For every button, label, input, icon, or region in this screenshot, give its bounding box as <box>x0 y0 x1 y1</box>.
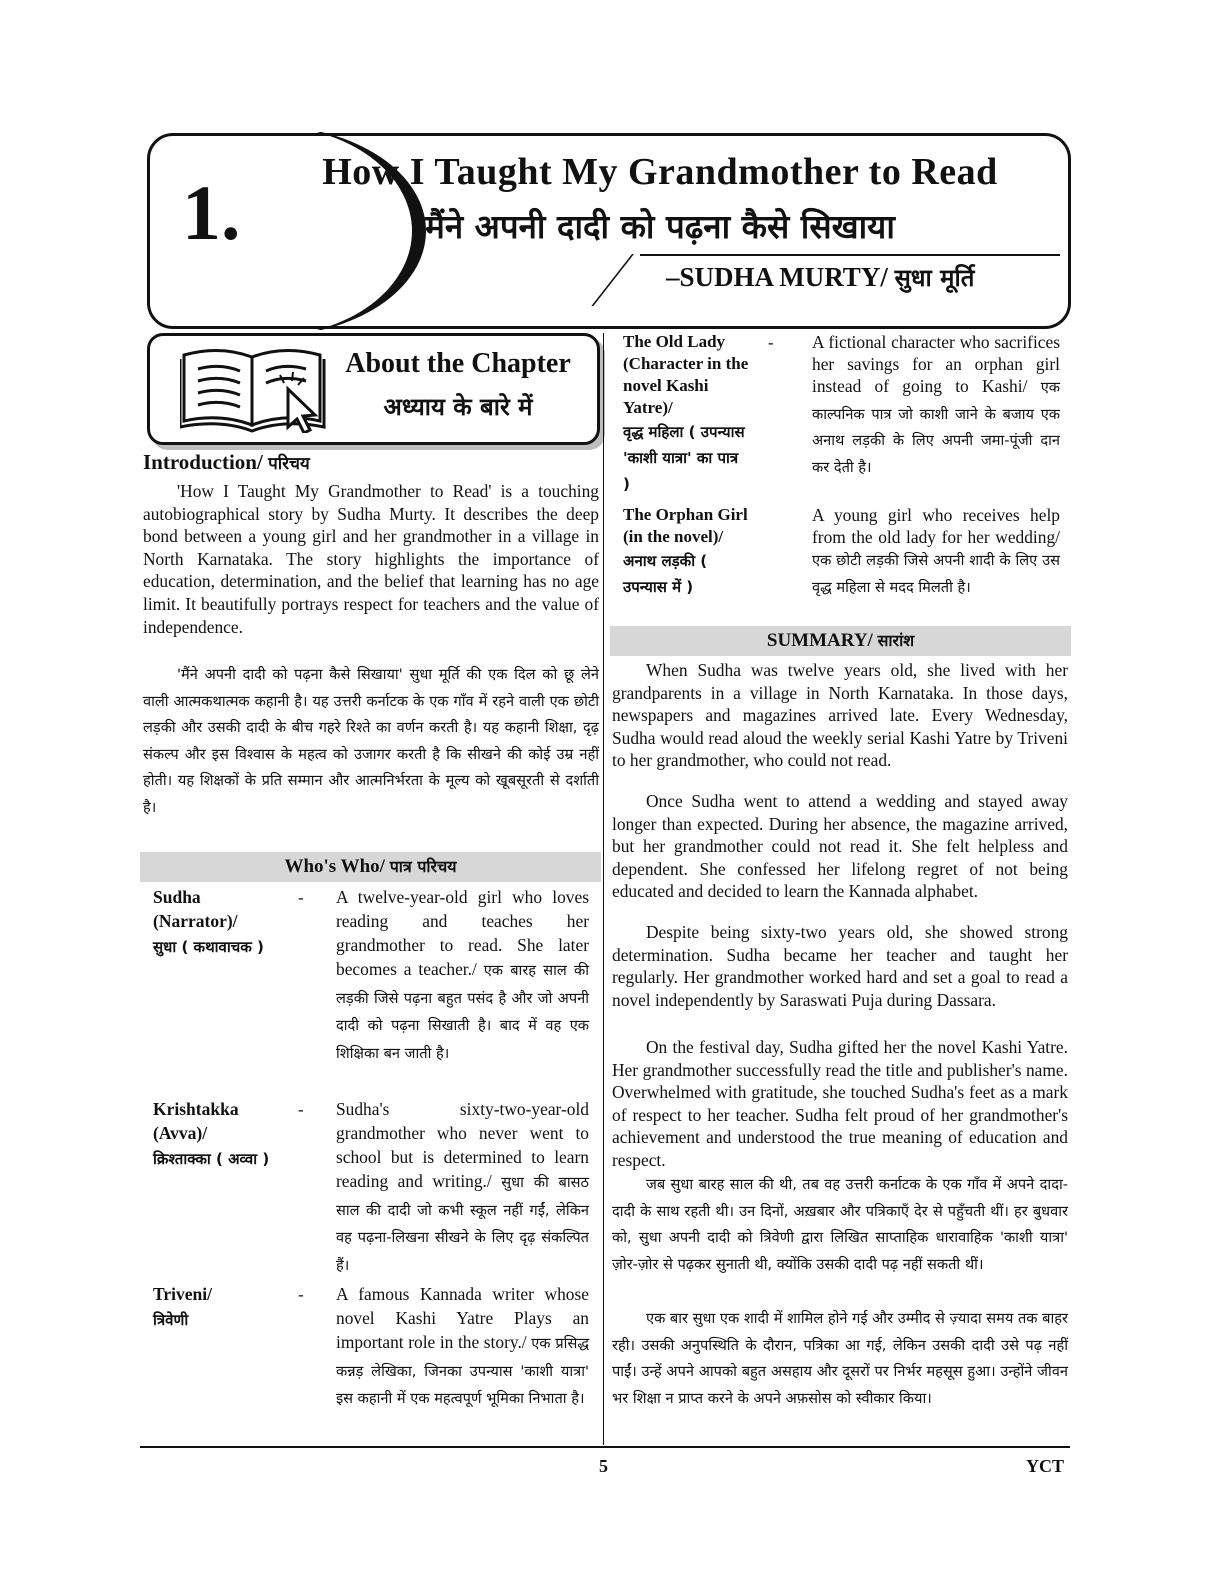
whos-who-heading-en: Who's Who/ <box>284 856 385 877</box>
introduction-heading <box>143 450 310 475</box>
summary-paragraph-hi: जब सुधा बारह साल की थी, तब वह उत्तरी कर्नाटक के एक गाँव में अपने दादा-दादी के साथ रहती थी। उन दिनों, अख़बार और पत्रिकाएँ देर से पहुँचती थीं। हर बुधवार को, सुधा अपनी दादी को त्रिवेणी द्वारा लिखित साप्ताहिक धारावाहिक 'काशी यात्रा' ज़ोर-ज़ोर से पढ़कर सुनाती थी, क्योंकि उसकी दादी पढ़ नहीं सकती थीं। <box>612 1176 1068 1273</box>
character-name <box>153 1097 283 1173</box>
character-name <box>153 1282 283 1334</box>
chapter-number: 1. <box>182 169 241 256</box>
summary-paragraph-en: On the festival day, Sudha gifted her the novel Kashi Yatre. Her grandmother successfully read the title and publisher's name. Overwhelmed with gratitude, she touched Sudha's feet as a mark of respect to her teacher. Sudha felt proud of her grandmother's achievement and understood the true meaning of education and respect. <box>612 1037 1068 1170</box>
summary-paragraph-en: When Sudha was twelve years old, she lived with her grandparents in a village in North Karnataka. In those days, newspapers and magazines arrived late. Every Wednesday, Sudha would read aloud the weekly serial Kashi Yatre by Triveni to her grandmother, who could not read. <box>612 660 1068 771</box>
character-description-hi: सुधा की बासठ साल की दादी जो कभी स्कूल नहीं गईं, लेकिन वह पढ़ना-लिखना सीखने के लिए दृढ़ संकल्पित हैं। <box>336 1174 590 1274</box>
character-description-hi: एक प्रसिद्ध कन्नड़ लेखिका, जिनका उपन्यास 'काशी यात्रा' इस कहानी में एक महत्वपूर्ण भूमिका निभाता है। <box>336 1335 589 1408</box>
character-description-hi: एक काल्पनिक पात्र जो काशी जाने के बजाय एक अनाथ लड़की के लिए अपनी जमा-पूंजी दान कर देती है। <box>812 379 1060 476</box>
summary-paragraph-en: Once Sudha went to attend a wedding and stayed away longer than expected. During her absence, the magazine arrived, but her grandmother could not read it. She felt helpless and dependent. She confessed her lifelong regret of not being educated and decided to learn the Kannada alphabet. <box>612 791 1068 902</box>
character-description-en: A twelve-year-old girl who loves reading and teaches her grandmother to read. She later becomes a teacher./ <box>336 887 589 979</box>
author-name-hi: सुधा मूर्ति <box>894 264 975 292</box>
about-title-en: About the Chapter <box>345 348 571 379</box>
author-line <box>666 261 974 294</box>
page-number: 5 <box>599 1456 608 1476</box>
whos-who-heading <box>140 852 601 882</box>
character-name-en: Krishtakka (Avva)/ <box>153 1099 239 1143</box>
character-name <box>623 504 749 600</box>
introduction-paragraph-en: 'How I Taught My Grandmother to Read' is a touching autobiographical story by Sudha Murty. It describes the deep bond between a young girl and her grandmother in a village in North Karnataka. The story highlights the importance of education, determination, and the belief that learning has no age limit. It beautifully portrays respect for teachers and the value of independence. <box>143 481 599 637</box>
whos-who-heading-hi: पात्र परिचय <box>389 857 457 876</box>
introduction-paragraph-hi: 'मैंने अपनी दादी को पढ़ना कैसे सिखाया' सुधा मूर्ति की एक दिल को छू लेने वाली आत्मकथात्मक कहानी है। यह उत्तरी कर्नाटक के एक गाँव में रहने वाली एक छोटी लड़की और उसकी दादी के बीच गहरे रिश्ते का वर्णन करती है। यह कहानी शिक्षा, दृढ़ संकल्प और इस विश्वास के महत्व को उजागर करती है कि सीखने की कोई उम्र नहीं होती। यह शिक्षकों के प्रति सम्मान और आत्मनिर्भरता के मूल्य को खूबसूरती से दर्शाती है। <box>143 666 599 816</box>
character-description-en: A young girl who receives help from the old lady for her wedding/ <box>812 505 1060 547</box>
introduction-heading-hi: परिचय <box>268 454 310 474</box>
character-name-hi: क्रिश्ताक्का ( अव्वा ) <box>153 1150 270 1168</box>
character-description-hi: एक बारह साल की लड़की जिसे पढ़ना बहुत पसंद है और जो अपनी दादी को पढ़ना सिखाती है। बाद में वह एक शिक्षिका बन जाती है। <box>336 962 589 1062</box>
character-name-en: Triveni/ <box>153 1284 212 1304</box>
introduction-heading-en: Introduction/ <box>143 450 263 474</box>
character-name-en: Sudha (Narrator)/ <box>153 887 238 931</box>
character-description <box>336 1282 589 1413</box>
character-name-hi: सुधा ( कथावाचक ) <box>153 938 264 956</box>
character-name <box>623 331 749 497</box>
chapter-title-en: How I Taught My Grandmother to Read <box>322 151 998 193</box>
character-name-en: The Old Lady (Character in the novel Kashi Yatre)/ <box>623 332 749 417</box>
chapter-title-hi: मैंने अपनी दादी को पढ़ना कैसे सिखाया <box>425 207 895 246</box>
publisher-brand: YCT <box>1026 1456 1065 1476</box>
character-name-hi: वृद्ध महिला ( उपन्यास 'काशी यात्रा' का पात्र ) <box>623 423 745 493</box>
character-description <box>336 885 589 1067</box>
character-description <box>812 331 1060 481</box>
character-name-hi: अनाथ लड़की ( उपन्यास में ) <box>623 552 708 596</box>
footer-rule <box>140 1446 1070 1448</box>
character-name-hi: त्रिवेणी <box>153 1311 189 1329</box>
character-description <box>336 1097 589 1279</box>
column-divider <box>603 333 604 1445</box>
character-description-hi: एक छोटी लड़की जिसे अपनी शादी के लिए उस वृद्ध महिला से मदद मिलती है। <box>812 552 1060 596</box>
separator-dash: - <box>298 1285 304 1304</box>
open-book-icon <box>180 343 330 433</box>
separator-dash: - <box>768 333 774 352</box>
summary-heading <box>610 626 1071 656</box>
summary-heading-en: SUMMARY/ <box>766 630 873 651</box>
separator-dash: - <box>298 1100 304 1119</box>
character-name <box>153 885 283 961</box>
author-name-en: –SUDHA MURTY/ <box>666 262 888 292</box>
character-description-en: Sudha's sixty-two-year-old grandmother who never went to school but is determined to learn reading and writing./ <box>336 1099 589 1191</box>
separator-dash: - <box>298 888 304 907</box>
character-description-en: A fictional character who sacrifices her savings for an orphan girl instead of going to Kashi/ <box>812 332 1060 396</box>
character-name-en: The Orphan Girl (in the novel)/ <box>623 505 748 546</box>
character-description-en: A famous Kannada writer whose novel Kashi Yatre Plays an important role in the story./ <box>336 1284 589 1352</box>
summary-paragraph-en: Despite being sixty-two years old, she showed strong determination. Sudha became her teacher and taught her regularly. Her grandmother worked hard and set a goal to read a novel independently by Saraswati Puja during Dassara. <box>612 922 1068 1010</box>
summary-paragraph-hi: एक बार सुधा एक शादी में शामिल होने गई और उम्मीद से ज़्यादा समय तक बाहर रही। उसकी अनुपस्थिति के दौरान, पत्रिका आ गई, लेकिन उसकी दादी उसे पढ़ नहीं पाईं। उन्हें अपने आपको बहुत असहाय और दूसरों पर निर्भर महसूस हुआ। उन्होंने जीवन भर शिक्षा न प्राप्त करने के अपने अफ़सोस को स्वीकार किया। <box>612 1310 1068 1407</box>
summary-heading-hi: सारांश <box>877 631 915 650</box>
about-title-hi: अध्याय के बारे में <box>383 393 533 421</box>
character-description <box>812 504 1060 601</box>
